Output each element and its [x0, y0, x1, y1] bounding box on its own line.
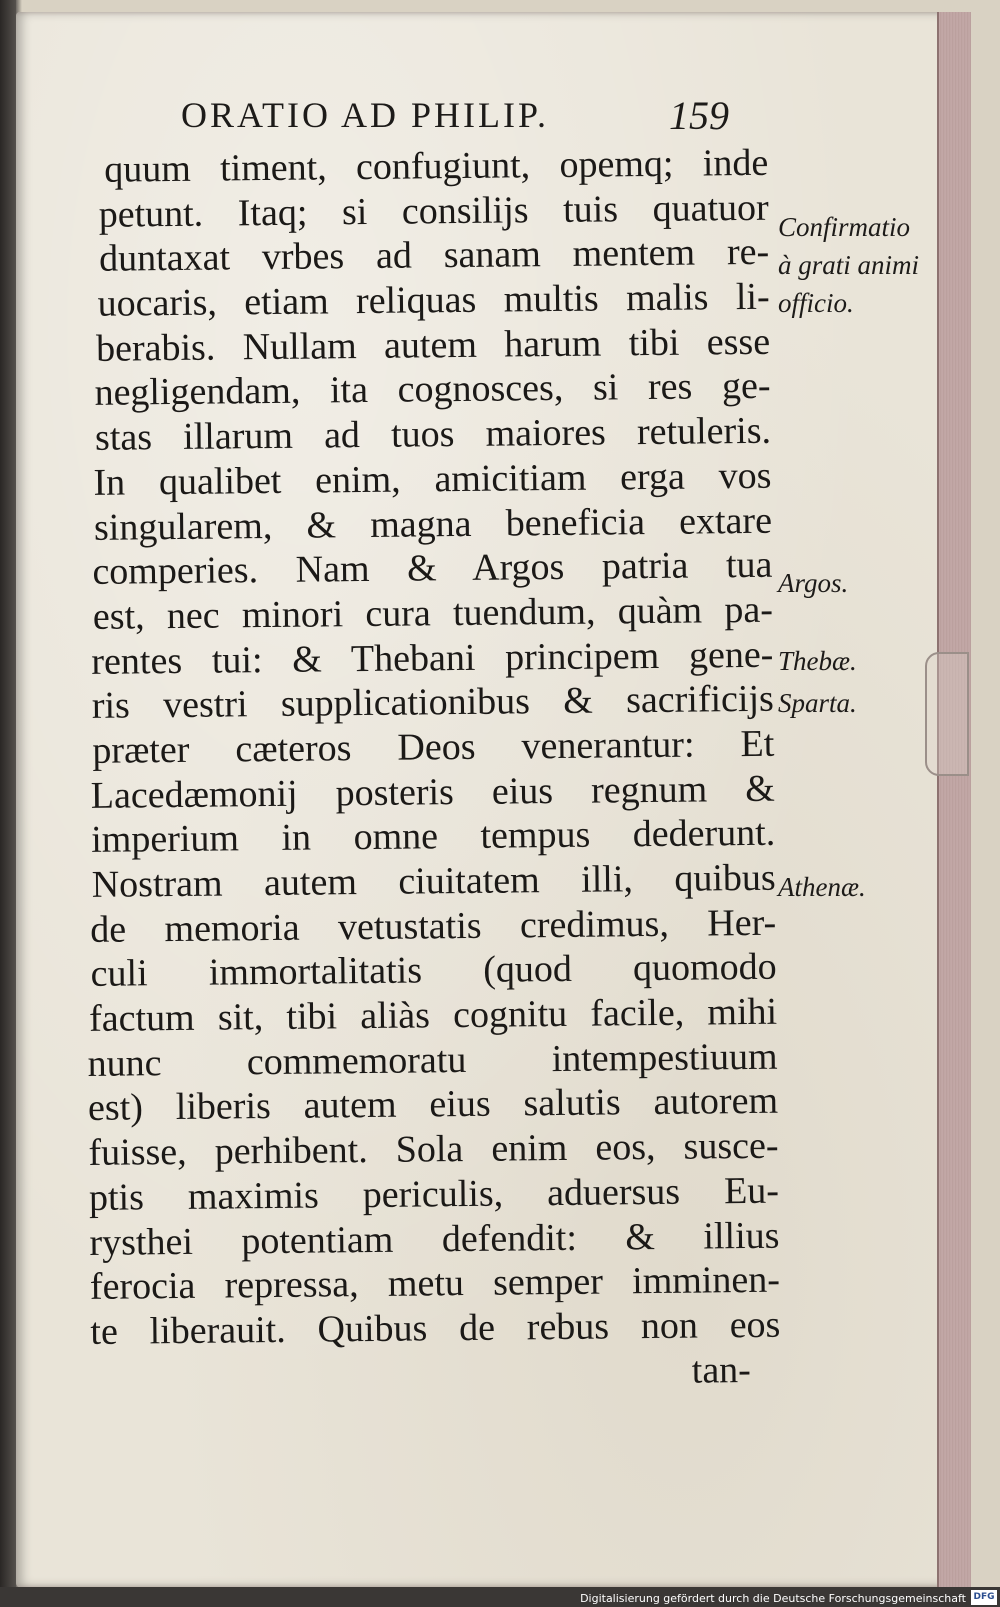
margin-note-line: à grati animi — [778, 250, 920, 280]
margin-note-line: officio. — [778, 288, 854, 318]
margin-note-athenae: Athenæ. — [778, 872, 866, 902]
margin-note-confirmatio — [778, 208, 919, 322]
text-line: rysthei potentiam defendit: & illius — [89, 1214, 780, 1264]
text-line: præter cæteros Deos venerantur: Et — [92, 722, 775, 772]
catchword: tan- — [691, 1348, 752, 1392]
text-line: petunt. Itaq; si consilijs tuis quatuor — [98, 186, 769, 236]
text-line: negligendam, ita cognosces, si res ge- — [94, 365, 771, 415]
margin-note-line: Confirmatio — [778, 212, 911, 242]
text-line: est) liberis autem eius salutis autorem — [87, 1080, 779, 1130]
book-page — [16, 12, 971, 1587]
text-line: nunc commemoratu intempestiuum — [87, 1035, 778, 1085]
text-line: berabis. Nullam autem harum tibi esse — [95, 320, 771, 370]
folio-number: 159 — [669, 93, 729, 138]
running-title: ORATIO AD PHILIP. — [181, 95, 550, 135]
text-line: ptis maximis periculis, aduersus Eu- — [88, 1169, 780, 1219]
text-line: Lacedæmonij posteris eius regnum & — [90, 767, 775, 817]
text-line: singularem, & magna beneficia extare — [93, 499, 773, 549]
text-line: quum timent, confugiunt, opemq; inde — [104, 141, 769, 191]
text-line: comperies. Nam & Argos patria tua — [92, 543, 773, 594]
text-line: est, nec minori cura tuendum, quàm pa- — [92, 588, 774, 638]
footer-bar — [0, 1587, 1000, 1607]
text-line: Nostram autem ciuitatem illi, quibus — [91, 856, 776, 906]
digitization-credit: Digitalisierung gefördert durch die Deutsche Forschungsgemeinschaft — [580, 1592, 966, 1605]
text-line: stas illarum ad tuos maiores retuleris. — [94, 409, 772, 459]
text-line: In qualibet enim, amicitiam erga vos — [93, 454, 772, 504]
text-line: de memoria vetustatis credimus, Her- — [89, 901, 777, 951]
text-line: te liberauit. Quibus de rebus non eos — [90, 1303, 781, 1353]
text-line: uocaris, etiam reliquas multis malis li- — [97, 275, 770, 325]
book-spine-edge — [0, 0, 16, 1607]
page-header — [181, 94, 761, 144]
text-line: imperium in omne tempus dederunt. — [91, 812, 776, 862]
margin-notes — [778, 12, 958, 1012]
margin-note-thebae: Thebæ. — [778, 646, 857, 676]
margin-note-sparta: Sparta. — [778, 688, 857, 718]
dfg-logo: DFG — [971, 1590, 997, 1605]
text-line: culi immortalitatis (quod quomodo — [90, 946, 777, 996]
margin-note-argos: Argos. — [778, 568, 849, 598]
text-line: rentes tui: & Thebani principem gene- — [91, 633, 774, 683]
text-line: ris vestri supplicationibus & sacrificijs — [91, 677, 775, 728]
text-line: factum sit, tibi aliàs cognitu facile, mihi — [88, 990, 778, 1040]
text-line: ferocia repressa, metu semper imminen- — [89, 1258, 781, 1309]
text-line: fuisse, perhibent. Sola enim eos, susce- — [88, 1124, 779, 1175]
text-line: duntaxat vrbes ad sanam mentem re- — [98, 231, 770, 281]
main-text-block — [78, 141, 781, 1399]
